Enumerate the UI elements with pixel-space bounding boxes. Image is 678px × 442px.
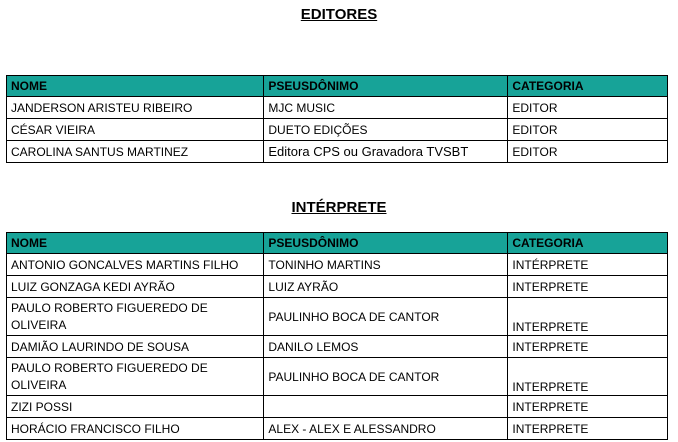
cell-pseudonimo: PAULINHO BOCA DE CANTOR	[264, 358, 508, 396]
cell-nome: LUIZ GONZAGA KEDI AYRÃO	[7, 276, 264, 298]
cell-pseudonimo: MJC MUSIC	[264, 97, 508, 119]
table-row	[7, 396, 668, 418]
table-row	[7, 298, 668, 336]
cell-categoria: EDITOR	[508, 119, 668, 141]
cell-nome: CÉSAR VIEIRA	[7, 119, 264, 141]
column-header-nome: NOME	[7, 76, 264, 97]
cell-nome: CAROLINA SANTUS MARTINEZ	[7, 141, 264, 163]
cell-pseudonimo: DUETO EDIÇÕES	[264, 119, 508, 141]
table-row	[7, 254, 668, 276]
table-row	[7, 276, 668, 298]
column-header-pseudonimo: PSEUSDÔNIMO	[264, 76, 508, 97]
cell-pseudonimo: LUIZ AYRÃO	[264, 276, 508, 298]
table-row	[7, 418, 668, 440]
cell-pseudonimo: Editora CPS ou Gravadora TVSBT	[264, 141, 508, 163]
cell-pseudonimo	[264, 396, 508, 418]
table-row	[7, 97, 668, 119]
table-row	[7, 336, 668, 358]
table-header-row	[7, 76, 668, 97]
cell-pseudonimo: ALEX - ALEX E ALESSANDRO	[264, 418, 508, 440]
cell-categoria: EDITOR	[508, 97, 668, 119]
table-row	[7, 141, 668, 163]
table-row	[7, 119, 668, 141]
column-header-categoria: CATEGORIA	[508, 233, 668, 254]
column-header-pseudonimo: PSEUSDÔNIMO	[264, 233, 508, 254]
cell-pseudonimo: DANILO LEMOS	[264, 336, 508, 358]
cell-categoria: INTERPRETE	[508, 396, 668, 418]
cell-nome: JANDERSON ARISTEU RIBEIRO	[7, 97, 264, 119]
editores-table	[6, 75, 668, 163]
cell-nome: HORÁCIO FRANCISCO FILHO	[7, 418, 264, 440]
column-header-categoria: CATEGORIA	[508, 76, 668, 97]
cell-nome: ZIZI POSSI	[7, 396, 264, 418]
cell-categoria: INTÉRPRETE	[508, 254, 668, 276]
cell-pseudonimo: PAULINHO BOCA DE CANTOR	[264, 298, 508, 336]
table-row	[7, 358, 668, 396]
interprete-title: INTÉRPRETE	[291, 199, 387, 216]
interprete-table	[6, 232, 668, 440]
cell-categoria: INTERPRETE	[508, 358, 668, 396]
cell-nome: ANTONIO GONCALVES MARTINS FILHO	[7, 254, 264, 276]
table-header-row	[7, 233, 668, 254]
editores-title: EDITORES	[300, 6, 378, 23]
cell-pseudonimo: TONINHO MARTINS	[264, 254, 508, 276]
cell-nome: PAULO ROBERTO FIGUEREDO DE OLIVEIRA	[7, 358, 264, 396]
cell-categoria: EDITOR	[508, 141, 668, 163]
cell-nome: PAULO ROBERTO FIGUEREDO DE OLIVEIRA	[7, 298, 264, 336]
cell-nome: DAMIÃO LAURINDO DE SOUSA	[7, 336, 264, 358]
column-header-nome: NOME	[7, 233, 264, 254]
cell-categoria: INTERPRETE	[508, 276, 668, 298]
cell-categoria: INTERPRETE	[508, 298, 668, 336]
cell-categoria: INTERPRETE	[508, 336, 668, 358]
cell-categoria: INTERPRETE	[508, 418, 668, 440]
